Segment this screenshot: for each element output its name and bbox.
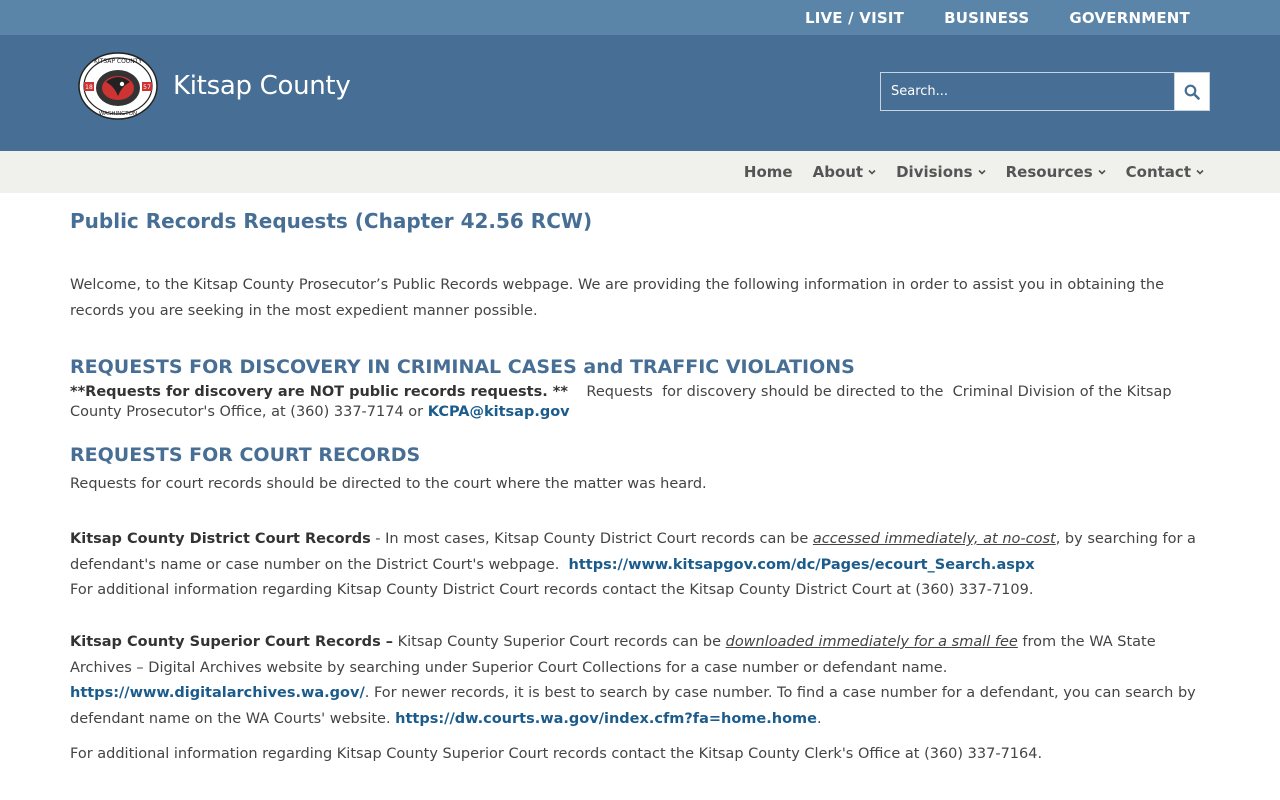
- site-name[interactable]: Kitsap County: [173, 71, 351, 101]
- district-text-2: , by searching for a defendant's name or case number on the District Court's webpage.: [70, 531, 1201, 573]
- court-records-heading: REQUESTS FOR COURT RECORDS: [70, 444, 421, 466]
- discovery-heading: REQUESTS FOR DISCOVERY IN CRIMINAL CASES and TRAFFIC VIOLATIONS: [70, 356, 855, 378]
- district-text-1: - In most cases, Kitsap County District Court records can be: [370, 531, 813, 547]
- district-court-info: For additional information regarding Kitsap County District Court records contact the Kitsap County District Court at (360) 337-7109.: [70, 582, 1034, 598]
- court-records-paragraph: Requests for court records should be directed to the court where the matter was heard.: [70, 476, 707, 492]
- logo-year-right: 57: [143, 84, 151, 91]
- main-nav: [0, 151, 1280, 193]
- search-icon: [1184, 84, 1200, 100]
- nav-label: Resources: [1005, 163, 1093, 181]
- nav-label: About: [812, 163, 864, 181]
- utility-link-government[interactable]: GOVERNMENT: [1069, 8, 1190, 27]
- utility-bar: [0, 0, 1280, 35]
- chevron-down-icon: [868, 168, 876, 176]
- chevron-down-icon: [978, 168, 986, 176]
- district-emphasis: accessed immediately, at no-cost: [812, 531, 1056, 547]
- intro-paragraph: Welcome, to the Kitsap County Prosecutor’s Public Records webpage. We are providing the following information in order to assist you in obtaining the records you are seeking in the most expedient manner possible.: [70, 277, 1165, 319]
- county-seal-logo[interactable]: [78, 52, 158, 120]
- utility-link-business[interactable]: BUSINESS: [944, 8, 1030, 27]
- kcpa-email-link[interactable]: KCPA@kitsap.gov: [427, 404, 570, 420]
- superior-text-4: .: [817, 710, 822, 727]
- nav-item-about[interactable]: [813, 163, 877, 181]
- district-court-paragraph: [70, 527, 1215, 578]
- nav-item-home[interactable]: [744, 163, 793, 181]
- nav-item-contact[interactable]: [1126, 163, 1204, 181]
- digital-archives-link[interactable]: https://www.digitalarchives.wa.gov/: [70, 685, 365, 701]
- chevron-down-icon: [1098, 168, 1106, 176]
- superior-court-paragraph: [70, 630, 1215, 732]
- discovery-text: Requests for discovery should be directed to the Criminal Division of the Kitsap County Prosecutor's Office, at (360) 337-7174 or: [70, 384, 1177, 420]
- discovery-bold: **Requests for discovery are NOT public records requests. **: [70, 384, 568, 400]
- page-title: Public Records Requests (Chapter 42.56 RCW): [70, 209, 593, 233]
- logo-year-left: 18: [85, 84, 93, 91]
- superior-text-1: Kitsap County Superior Court records can be: [393, 634, 726, 650]
- chevron-down-icon: [1196, 168, 1204, 176]
- site-header: [0, 35, 1280, 151]
- search-button[interactable]: [1174, 72, 1210, 111]
- logo-text-bottom: WASHINGTON: [98, 111, 138, 117]
- nav-label: Home: [743, 163, 793, 181]
- discovery-paragraph: [70, 382, 1215, 422]
- search-input[interactable]: [880, 72, 1174, 111]
- wa-courts-link[interactable]: https://dw.courts.wa.gov/index.cfm?fa=home.home: [395, 710, 817, 727]
- district-court-link[interactable]: https://www.kitsapgov.com/dc/Pages/ecourt_Search.aspx: [568, 556, 1035, 573]
- nav-label: Divisions: [896, 163, 973, 181]
- superior-bold: Kitsap County Superior Court Records –: [70, 634, 393, 650]
- superior-court-info: For additional information regarding Kitsap County Superior Court records contact the Kitsap County Clerk's Office at (360) 337-7164.: [70, 746, 1043, 762]
- superior-text-3: . For newer records, it is best to search by case number. To find a case number for a defendant, you can search by defendant name on the WA Courts' website.: [70, 685, 1196, 727]
- superior-emphasis: downloaded immediately for a small fee: [725, 634, 1018, 650]
- utility-link-live-visit[interactable]: LIVE / VISIT: [804, 8, 905, 27]
- search-form: [880, 72, 1210, 111]
- utility-nav: [765, 0, 1190, 35]
- superior-text-2: from the WA State Archives – Digital Archives website by searching under Superior Court Collections for a case number or defendant name.: [70, 634, 1161, 676]
- nav-label: Contact: [1125, 163, 1191, 181]
- logo-text-top: KITSAP COUNTY: [93, 58, 143, 65]
- nav-item-divisions[interactable]: [896, 163, 986, 181]
- district-bold: Kitsap County District Court Records: [70, 531, 371, 547]
- nav-item-resources[interactable]: [1006, 163, 1106, 181]
